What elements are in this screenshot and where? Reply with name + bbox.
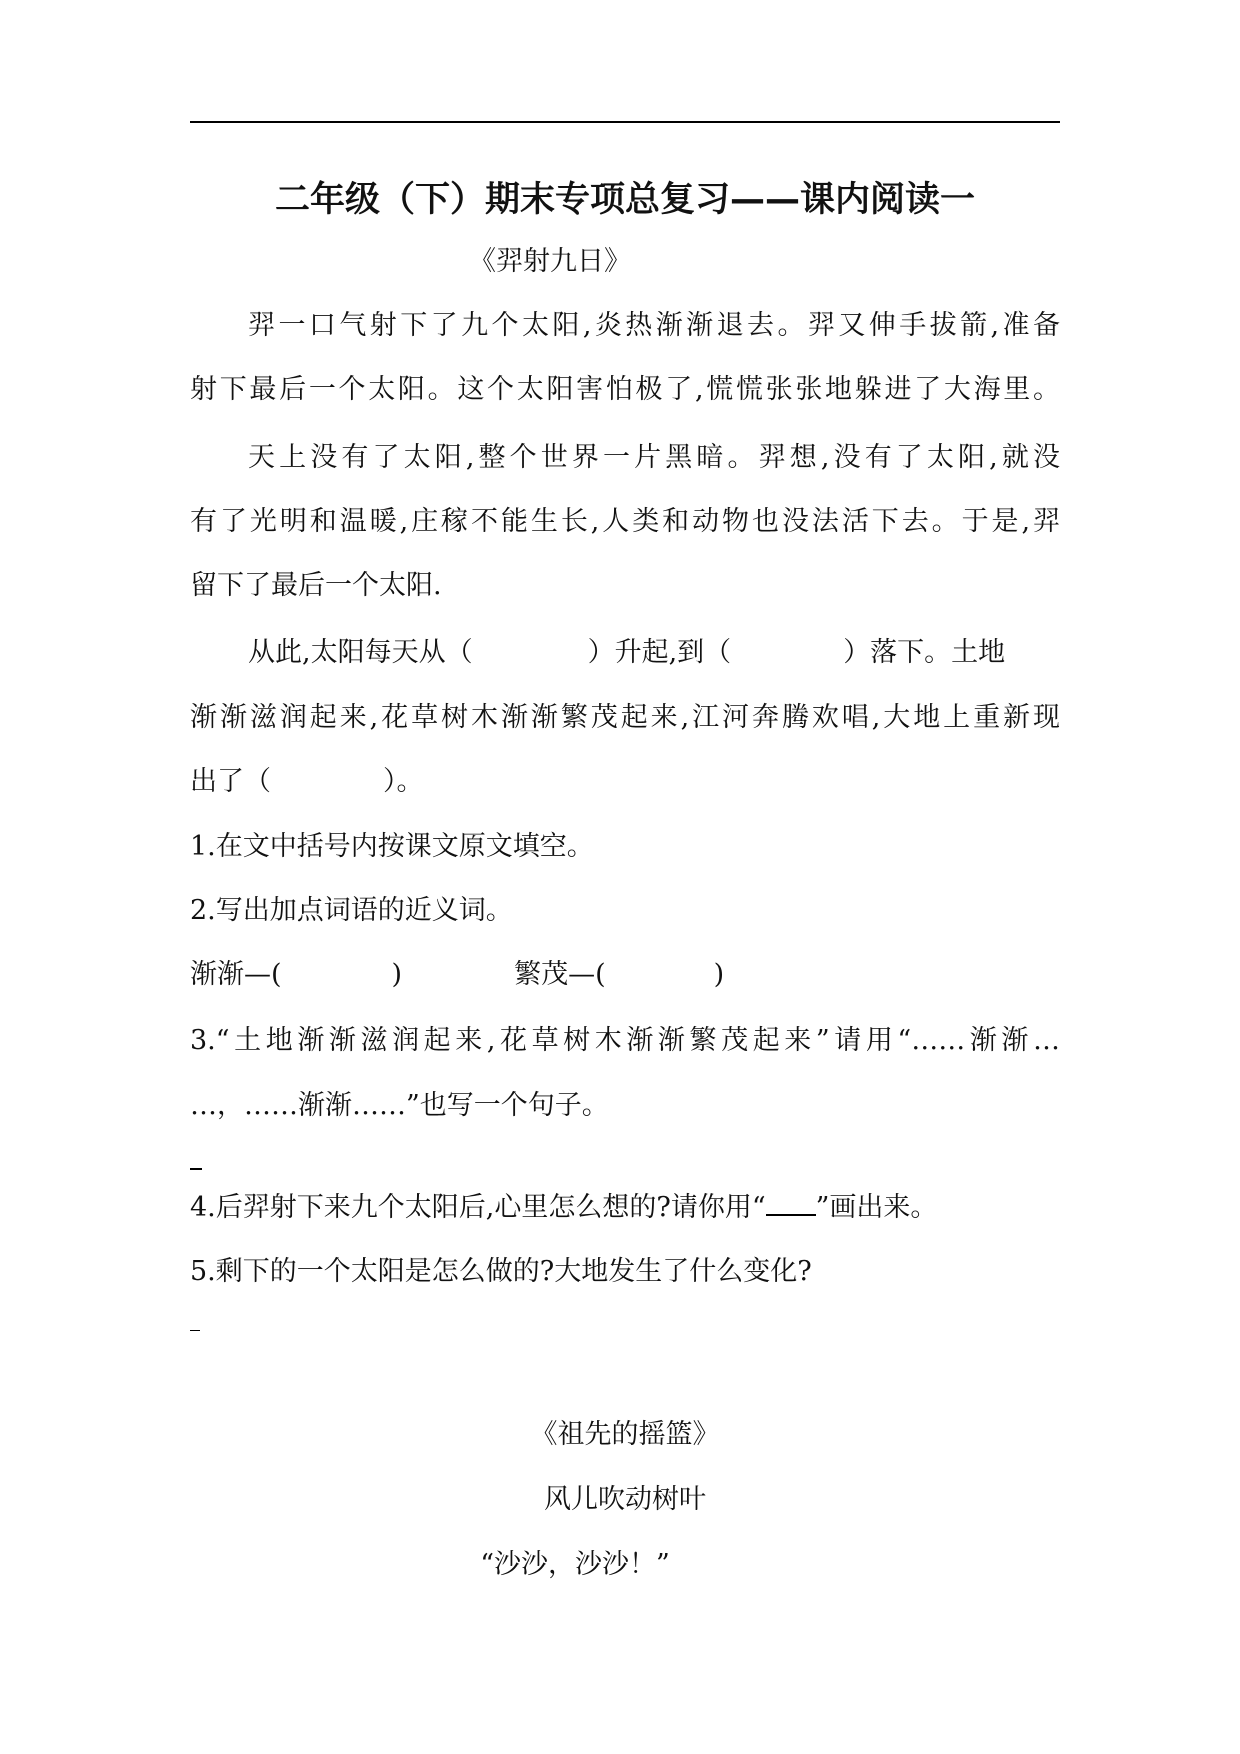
p3-text-b: ）升起,到（ bbox=[587, 637, 732, 668]
question-1: 1.在文中括号内按课文原文填空。 bbox=[190, 831, 594, 862]
p3-line1 bbox=[190, 633, 1060, 673]
p1-line1: 羿一口气射下了九个太阳,炎热渐渐退去。羿又伸手拔箭,准备 bbox=[248, 310, 1060, 341]
question-3-line2: …，……渐渐……”也写一个句子。 bbox=[190, 1090, 609, 1121]
passage2-heading: 《祖先的摇篮》 bbox=[530, 1419, 720, 1450]
p3-line2: 渐渐滋润起来,花草树木渐渐繁茂起来,江河奔腾欢唱,大地上重新现 bbox=[190, 702, 1060, 733]
question-2-answers bbox=[190, 955, 1060, 995]
passage1-heading: 《羿射九日》 bbox=[469, 246, 631, 277]
underline-sample bbox=[766, 1196, 816, 1216]
p3-text-e: ）。 bbox=[383, 766, 424, 797]
answer-line-3[interactable] bbox=[190, 1168, 202, 1170]
question-3-line1: 3.“土地渐渐滋润起来,花草树木渐渐繁茂起来”请用“……渐渐… bbox=[190, 1025, 1060, 1056]
page-title: 二年级（下）期末专项总复习——课内阅读一 bbox=[274, 180, 975, 220]
p3-line3 bbox=[190, 762, 1060, 802]
question-4-text-b: ”画出来。 bbox=[815, 1192, 938, 1223]
p2-line1: 天上没有了太阳,整个世界一片黑暗。羿想,没有了太阳,就没 bbox=[248, 442, 1060, 473]
synonym-1-close: ) bbox=[391, 959, 403, 990]
poem-line-2: “沙沙，沙沙！” bbox=[480, 1549, 670, 1580]
p3-text-c: ）落下。土地 bbox=[843, 637, 1006, 668]
synonym-2-close: ) bbox=[713, 959, 725, 990]
p3-text-d: 出了（ bbox=[190, 766, 271, 797]
p2-line3: 留下了最后一个太阳. bbox=[190, 570, 442, 601]
synonym-2-label: 繁茂—( bbox=[514, 959, 606, 990]
question-4-text-a: 4.后羿射下来九个太阳后,心里怎么想的?请你用“ bbox=[190, 1192, 766, 1223]
question-4 bbox=[190, 1188, 1060, 1228]
poem-line-1: 风儿吹动树叶 bbox=[544, 1484, 706, 1515]
p3-text-a: 从此,太阳每天从（ bbox=[248, 637, 473, 668]
p2-line2: 有了光明和温暖,庄稼不能生长,人类和动物也没法活下去。于是,羿 bbox=[190, 506, 1060, 537]
p1-line2: 射下最后一个太阳。这个太阳害怕极了,慌慌张张地躲进了大海里。 bbox=[190, 374, 1060, 405]
synonym-1-label: 渐渐—( bbox=[190, 959, 282, 990]
question-5: 5.剩下的一个太阳是怎么做的?大地发生了什么变化? bbox=[190, 1256, 812, 1287]
question-2: 2.写出加点词语的近义词。 bbox=[190, 895, 513, 926]
header-rule bbox=[190, 121, 1060, 123]
answer-line-5[interactable] bbox=[190, 1330, 200, 1331]
